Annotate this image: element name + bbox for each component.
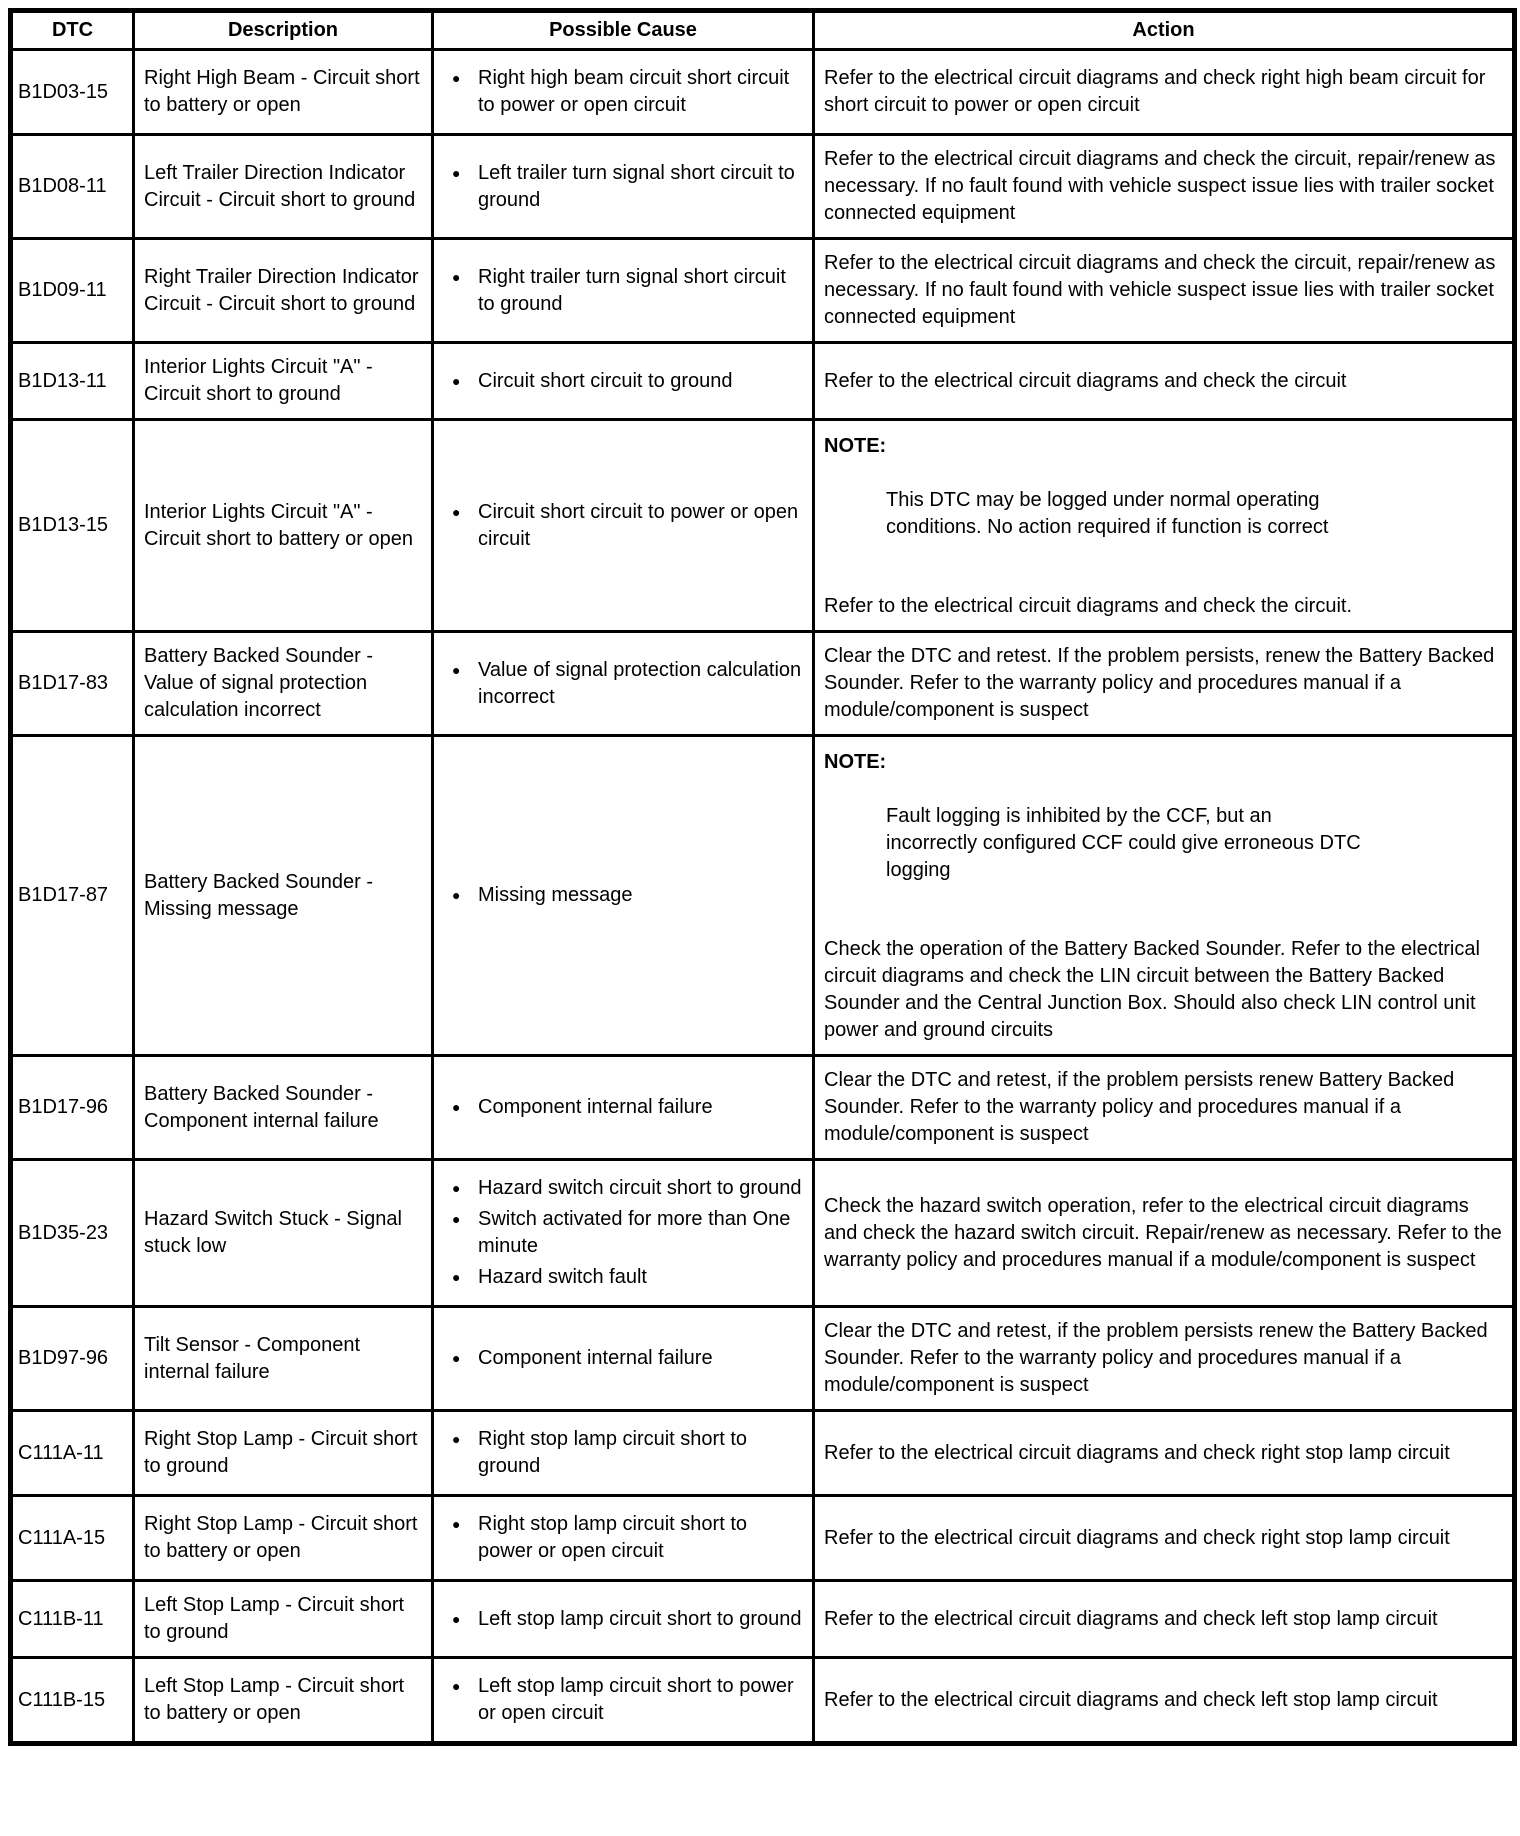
cause-text: Value of signal protection calculation incorrect (478, 658, 802, 708)
bullet-icon: ● (452, 372, 461, 389)
bullet-icon: ● (452, 1350, 461, 1366)
action-cell (814, 1160, 1515, 1307)
action-cell (814, 343, 1515, 420)
table-row (11, 420, 1515, 632)
dtc-cell: B1D97-96 (11, 1307, 134, 1411)
table-row (11, 1496, 1515, 1581)
cause-text: Switch activated for more than One minute (478, 1208, 791, 1257)
possible-cause-cell (433, 1411, 814, 1496)
action-cell (814, 1307, 1515, 1411)
action-cell (814, 1496, 1515, 1581)
cause-list-item (440, 1511, 802, 1565)
action-paragraph: Refer to the electrical circuit diagrams and check the circuit (824, 369, 1347, 392)
header-action: Action (814, 11, 1515, 50)
action-cell (814, 135, 1515, 239)
table-row (11, 50, 1515, 135)
possible-cause-cell (433, 1496, 814, 1581)
cause-text: Left stop lamp circuit short to power or open circuit (478, 1675, 794, 1724)
cause-list-item (440, 160, 802, 214)
possible-cause-cell (433, 239, 814, 343)
action-paragraph: Check the hazard switch operation, refer to the electrical circuit diagrams and check the hazard switch circuit. Repair/renew as necessary. Refer to the warranty policy and procedures manual if a module/component is suspect (824, 1194, 1502, 1271)
description-cell: Battery Backed Sounder - Value of signal protection calculation incorrect (134, 632, 433, 736)
possible-cause-cell (433, 632, 814, 736)
cause-text: Left trailer turn signal short circuit to ground (478, 161, 795, 211)
possible-cause-cell (433, 736, 814, 1056)
dtc-cell: B1D13-15 (11, 420, 134, 632)
table-row (11, 632, 1515, 736)
possible-cause-cell (433, 1307, 814, 1411)
action-paragraph: Clear the DTC and retest, if the problem persists renew Battery Backed Sounder. Refer to the warranty policy and procedures manual if a module/component is suspect (824, 1069, 1455, 1145)
header-row (11, 11, 1515, 50)
header-dtc: DTC (11, 11, 134, 50)
table-row (11, 1581, 1515, 1658)
cause-text: Left stop lamp circuit short to ground (478, 1607, 802, 1630)
possible-cause-cell (433, 343, 814, 420)
cause-list-item (440, 882, 802, 909)
possible-cause-cell (433, 50, 814, 135)
dtc-cell: B1D17-83 (11, 632, 134, 736)
action-paragraph: Refer to the electrical circuit diagrams and check the circuit, repair/renew as necessary. If no fault found with vehicle suspect issue lies with trailer socket connected equipment (824, 148, 1496, 224)
description-cell: Tilt Sensor - Component internal failure (134, 1307, 433, 1411)
description-cell: Interior Lights Circuit "A" - Circuit short to ground (134, 343, 433, 420)
note-label: NOTE: (824, 751, 887, 773)
action-cell (814, 632, 1515, 736)
bullet-icon: ● (452, 503, 461, 520)
cause-text: Circuit short circuit to power or open circuit (478, 500, 799, 550)
cause-list-item (440, 1606, 802, 1633)
description-cell: Left Stop Lamp - Circuit short to battery or open (134, 1658, 433, 1744)
cause-list-item (440, 368, 802, 395)
action-cell (814, 239, 1515, 343)
header-description: Description (134, 11, 433, 50)
dtc-cell: C111A-11 (11, 1411, 134, 1496)
table-row (11, 343, 1515, 420)
action-cell (814, 1581, 1515, 1658)
dtc-cell: C111B-11 (11, 1581, 134, 1658)
cause-list-item (440, 65, 802, 119)
bullet-icon: ● (452, 1099, 461, 1115)
table-body (11, 50, 1515, 1744)
dtc-cell: B1D17-96 (11, 1056, 134, 1160)
possible-cause-cell (433, 420, 814, 632)
dtc-cell: B1D09-11 (11, 239, 134, 343)
table-row (11, 736, 1515, 1056)
action-paragraph: Refer to the electrical circuit diagrams and check the circuit. (824, 595, 1352, 617)
action-cell (814, 50, 1515, 135)
action-cell (814, 420, 1515, 632)
description-cell: Right High Beam - Circuit short to battery or open (134, 50, 433, 135)
cause-list-item (440, 264, 802, 318)
cause-list-item (440, 657, 802, 711)
cause-list-item (440, 1175, 802, 1202)
dtc-table (8, 8, 1517, 1746)
cause-list-item (440, 1345, 802, 1372)
note-text: This DTC may be logged under normal operating conditions. No action required if function is correct (886, 489, 1329, 538)
action-paragraph: Refer to the electrical circuit diagrams and check left stop lamp circuit (824, 1688, 1438, 1711)
table-row (11, 135, 1515, 239)
cause-text: Hazard switch circuit short to ground (478, 1177, 802, 1199)
cause-text: Right stop lamp circuit short to power or open circuit (478, 1513, 747, 1562)
dtc-cell: B1D17-87 (11, 736, 134, 1056)
description-cell: Battery Backed Sounder - Component internal failure (134, 1056, 433, 1160)
action-paragraph: Clear the DTC and retest. If the problem persists, renew the Battery Backed Sounder. Refer to the warranty policy and procedures manual if a module/component is suspect (824, 645, 1495, 721)
description-cell: Right Stop Lamp - Circuit short to ground (134, 1411, 433, 1496)
bullet-icon: ● (452, 1678, 461, 1694)
bullet-icon: ● (452, 1211, 461, 1227)
bullet-icon: ● (452, 661, 461, 678)
table-row (11, 1056, 1515, 1160)
action-paragraph: Refer to the electrical circuit diagrams and check left stop lamp circuit (824, 1607, 1438, 1630)
bullet-icon: ● (452, 1610, 461, 1627)
table-row (11, 239, 1515, 343)
action-cell (814, 1056, 1515, 1160)
note-label: NOTE: (824, 435, 887, 457)
bullet-icon: ● (452, 1431, 461, 1447)
cause-list-item (440, 1264, 802, 1291)
cause-text: Component internal failure (478, 1347, 713, 1369)
action-paragraph: Check the operation of the Battery Backed Sounder. Refer to the electrical circuit diagrams and check the LIN circuit between the Battery Backed Sounder and the Central Junction Box. Should also check LIN control unit power and ground circuits (824, 938, 1480, 1041)
action-paragraph: Refer to the electrical circuit diagrams and check right stop lamp circuit (824, 1526, 1450, 1549)
dtc-cell: C111B-15 (11, 1658, 134, 1744)
bullet-icon: ● (452, 70, 461, 86)
dtc-cell: C111A-15 (11, 1496, 134, 1581)
dtc-cell: B1D08-11 (11, 135, 134, 239)
dtc-cell: B1D35-23 (11, 1160, 134, 1307)
description-cell: Battery Backed Sounder - Missing message (134, 736, 433, 1056)
action-paragraph: Clear the DTC and retest, if the problem persists renew the Battery Backed Sounder. Refer to the warranty policy and procedures manual if a module/component is suspect (824, 1320, 1488, 1396)
cause-text: Right high beam circuit short circuit to power or open circuit (478, 67, 790, 116)
description-cell: Left Stop Lamp - Circuit short to ground (134, 1581, 433, 1658)
possible-cause-cell (433, 1581, 814, 1658)
cause-list-item (440, 499, 802, 553)
possible-cause-cell (433, 1658, 814, 1744)
bullet-icon: ● (452, 164, 461, 181)
header-possible-cause: Possible Cause (433, 11, 814, 50)
description-cell: Right Stop Lamp - Circuit short to battery or open (134, 1496, 433, 1581)
cause-list-item (440, 1673, 802, 1727)
cause-list-item (440, 1426, 802, 1480)
bullet-icon: ● (452, 1516, 461, 1532)
action-cell (814, 736, 1515, 1056)
bullet-icon: ● (452, 1180, 461, 1196)
description-cell: Interior Lights Circuit "A" - Circuit short to battery or open (134, 420, 433, 632)
action-cell (814, 1411, 1515, 1496)
possible-cause-cell (433, 1056, 814, 1160)
table-row (11, 1160, 1515, 1307)
possible-cause-cell (433, 1160, 814, 1307)
bullet-icon: ● (452, 887, 461, 903)
bullet-icon: ● (452, 1269, 461, 1285)
cause-list-item (440, 1206, 802, 1260)
cause-text: Circuit short circuit to ground (478, 369, 733, 392)
note-text: Fault logging is inhibited by the CCF, but an incorrectly configured CCF could give erroneous DTC logging (886, 805, 1361, 881)
table-row (11, 1658, 1515, 1744)
action-paragraph: Refer to the electrical circuit diagrams and check the circuit, repair/renew as necessary. If no fault found with vehicle suspect issue lies with trailer socket connected equipment (824, 252, 1496, 328)
action-paragraph: Refer to the electrical circuit diagrams and check right stop lamp circuit (824, 1441, 1450, 1464)
cause-list-item (440, 1094, 802, 1121)
cause-text: Component internal failure (478, 1096, 713, 1118)
action-paragraph: Refer to the electrical circuit diagrams and check right high beam circuit for short circuit to power or open circuit (824, 67, 1486, 116)
bullet-icon: ● (452, 268, 461, 285)
cause-text: Hazard switch fault (478, 1266, 647, 1288)
table-row (11, 1411, 1515, 1496)
description-cell: Hazard Switch Stuck - Signal stuck low (134, 1160, 433, 1307)
description-cell: Left Trailer Direction Indicator Circuit - Circuit short to ground (134, 135, 433, 239)
action-cell (814, 1658, 1515, 1744)
dtc-cell: B1D13-11 (11, 343, 134, 420)
possible-cause-cell (433, 135, 814, 239)
description-cell: Right Trailer Direction Indicator Circuit - Circuit short to ground (134, 239, 433, 343)
cause-text: Right stop lamp circuit short to ground (478, 1428, 747, 1477)
table-row (11, 1307, 1515, 1411)
dtc-cell: B1D03-15 (11, 50, 134, 135)
cause-text: Missing message (478, 884, 633, 906)
cause-text: Right trailer turn signal short circuit to ground (478, 265, 786, 315)
